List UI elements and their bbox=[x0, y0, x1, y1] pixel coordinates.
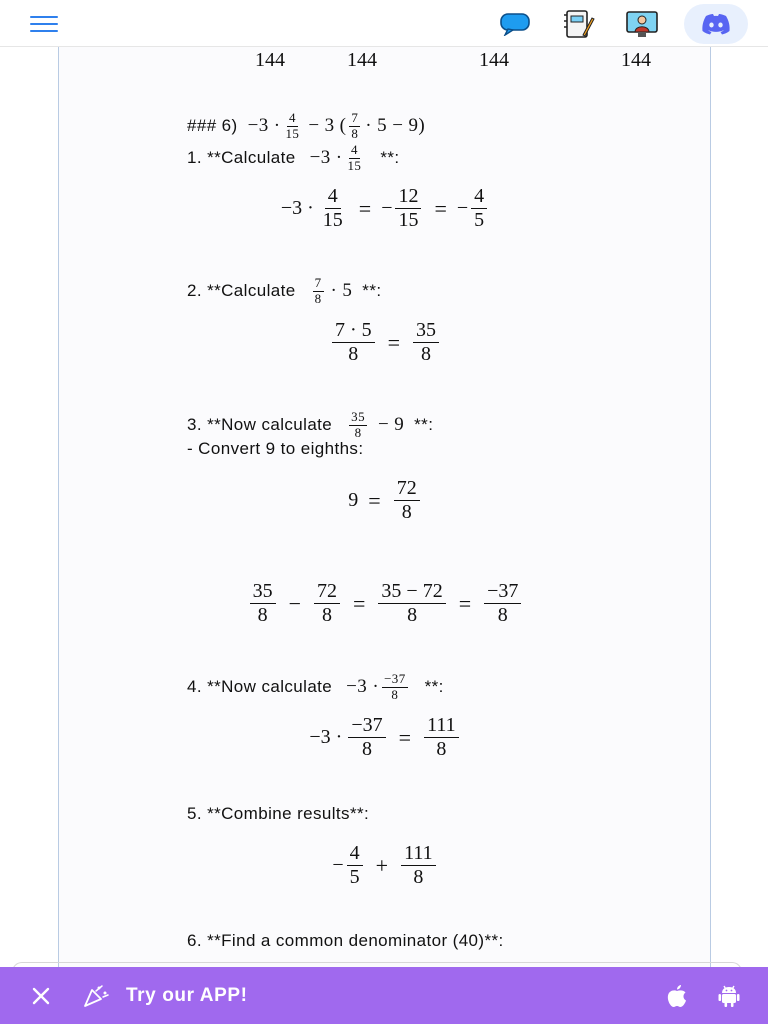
plus-sign: + bbox=[375, 852, 389, 878]
solution-panel bbox=[58, 47, 711, 968]
step-1-equation bbox=[59, 185, 711, 232]
step-3-label bbox=[187, 410, 433, 441]
menu-icon[interactable] bbox=[26, 13, 62, 35]
step-5-expression bbox=[59, 842, 711, 889]
minus-sign: − bbox=[381, 197, 393, 219]
math-term: −3 · bbox=[346, 676, 380, 698]
step-text: 3. **Now calculate bbox=[187, 415, 333, 435]
step-heading bbox=[187, 111, 431, 142]
math-term: · 5 bbox=[330, 280, 353, 302]
party-popper-icon bbox=[82, 983, 110, 1009]
step-1-label bbox=[187, 143, 399, 174]
equals-sign: = bbox=[368, 487, 381, 513]
fraction: $\frac{4}{15}$ bbox=[347, 142, 362, 173]
fraction: $\frac{35}{8}$ bbox=[351, 409, 365, 440]
equals-sign: = bbox=[358, 195, 372, 221]
step-text: 4. **Now calculate bbox=[187, 677, 333, 697]
step-text: 5. **Combine results**: bbox=[187, 804, 370, 823]
discord-button[interactable] bbox=[684, 4, 748, 44]
notebook-icon[interactable] bbox=[562, 7, 596, 41]
apple-icon[interactable] bbox=[664, 983, 690, 1009]
fraction: $\frac{7 \cdot 5}{8}$ bbox=[332, 319, 375, 366]
step-text: 1. **Calculate bbox=[187, 148, 296, 168]
step-3-subtraction bbox=[59, 580, 711, 627]
app-promo-banner bbox=[0, 967, 768, 1024]
fraction: $\frac{4}{5}$ bbox=[347, 842, 363, 889]
top-bar bbox=[0, 0, 768, 47]
fraction-denominator: 144 bbox=[621, 49, 651, 71]
android-icon[interactable] bbox=[715, 983, 743, 1009]
fraction: $\frac{35}{8}$ bbox=[413, 319, 439, 366]
chat-icon[interactable] bbox=[498, 7, 532, 41]
equals-sign: = bbox=[353, 590, 366, 616]
math-term: · 5 − 9) bbox=[365, 115, 426, 137]
math-term: −3 · bbox=[280, 197, 314, 219]
fraction: $\frac{4}{15}$ bbox=[322, 185, 343, 231]
fraction: $\frac{-37}{8}$ bbox=[348, 714, 385, 761]
math-term: − 3 ( bbox=[308, 115, 347, 137]
teacher-icon[interactable] bbox=[625, 7, 659, 41]
step-2-equation bbox=[59, 319, 711, 366]
step-6-label bbox=[187, 931, 504, 951]
equals-sign: = bbox=[458, 590, 472, 616]
step-3-conversion bbox=[59, 477, 711, 524]
step-2-label bbox=[187, 276, 381, 307]
equals-sign: = bbox=[387, 329, 401, 355]
math-term: − 9 bbox=[377, 414, 405, 436]
discord-icon bbox=[701, 13, 731, 35]
fraction: $\frac{-37}{8}$ bbox=[484, 580, 521, 627]
try-app-link[interactable]: Try our APP! bbox=[126, 985, 248, 1006]
fraction: $\frac{111}{8}$ bbox=[424, 714, 459, 761]
step-4-label bbox=[187, 672, 444, 703]
equals-sign: = bbox=[398, 724, 412, 750]
fraction: $\frac{7}{8}$ bbox=[351, 110, 359, 141]
step-4-equation bbox=[59, 714, 711, 761]
fraction: $\frac{72}{8}$ bbox=[394, 477, 420, 524]
step-text: **: bbox=[362, 281, 382, 301]
fraction-denominator: 144 bbox=[479, 49, 509, 71]
step-text: **: bbox=[414, 415, 434, 435]
step-3-sub bbox=[187, 439, 363, 459]
math-term: −3 · bbox=[247, 115, 281, 137]
math-term: −3 · bbox=[309, 726, 343, 748]
step-5-label bbox=[187, 804, 369, 824]
fraction: $\frac{72}{8}$ bbox=[314, 580, 340, 627]
fraction: $\frac{4}{5}$ bbox=[471, 185, 487, 232]
fraction: $\frac{111}{8}$ bbox=[401, 842, 436, 889]
fraction: $\frac{35}{8}$ bbox=[250, 580, 276, 627]
fraction: $\frac{7}{8}$ bbox=[314, 275, 322, 306]
heading-prefix: ### 6) bbox=[187, 116, 238, 136]
step-text: **: bbox=[424, 677, 444, 697]
fraction-denominator: 144 bbox=[347, 49, 377, 71]
fraction-denominator: 144 bbox=[255, 49, 285, 71]
step-text: 6. **Find a common denominator (40)**: bbox=[187, 931, 504, 950]
step-text: - Convert 9 to eighths: bbox=[187, 439, 364, 458]
minus-sign: − bbox=[288, 590, 301, 616]
fraction: $\frac{4}{15}$ bbox=[285, 110, 300, 141]
fraction: $\frac{12}{15}$ bbox=[395, 185, 421, 232]
math-term: −3 · bbox=[309, 147, 343, 169]
step-text: 2. **Calculate bbox=[187, 281, 296, 301]
math-term: 9 bbox=[348, 489, 359, 511]
step-text: **: bbox=[380, 148, 400, 168]
close-icon[interactable] bbox=[28, 983, 54, 1009]
previous-step-fragment bbox=[59, 49, 711, 71]
fraction: $\frac{35 - 72}{8}$ bbox=[378, 580, 445, 627]
minus-sign: − bbox=[332, 854, 344, 876]
equals-sign: = bbox=[434, 195, 447, 221]
fraction: $\frac{-37}{8}$ bbox=[384, 671, 406, 702]
minus-sign: − bbox=[456, 197, 469, 219]
